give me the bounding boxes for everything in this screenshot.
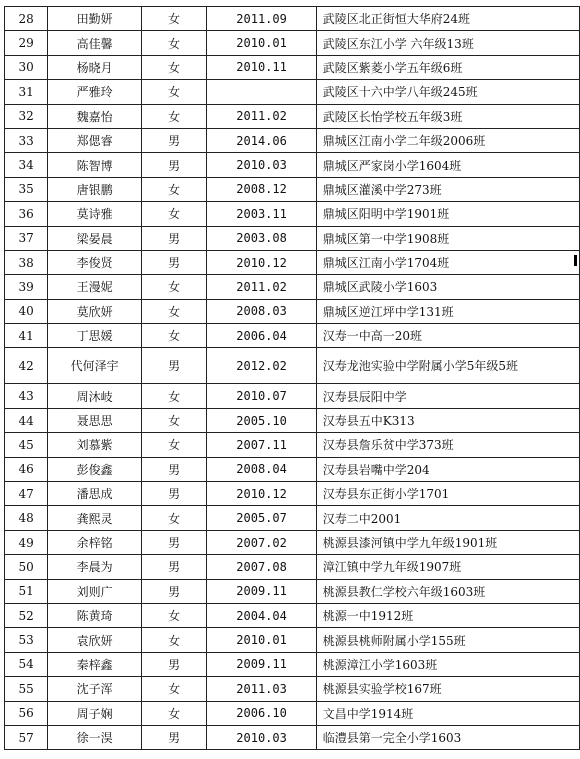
school-class-cell: 鼎城区灌溪中学273班 <box>316 177 579 201</box>
student-table-body <box>5 7 580 750</box>
table-row <box>5 226 580 250</box>
name-cell: 代何泽宇 <box>48 348 142 384</box>
gender-cell: 男 <box>141 652 206 676</box>
gender-cell: 女 <box>141 433 206 457</box>
row-number-cell: 34 <box>5 153 48 177</box>
name-cell: 高佳馨 <box>48 31 142 55</box>
school-class-cell: 临澧县第一完全小学1603 <box>316 725 579 749</box>
gender-cell: 女 <box>141 628 206 652</box>
row-number-cell: 31 <box>5 80 48 104</box>
table-row <box>5 275 580 299</box>
gender-cell: 女 <box>141 31 206 55</box>
birth-date-cell: 2003.08 <box>207 226 316 250</box>
school-class-cell: 文昌中学1914班 <box>316 701 579 725</box>
name-cell: 周子娴 <box>48 701 142 725</box>
birth-date-cell: 2008.12 <box>207 177 316 201</box>
birth-date-cell: 2005.07 <box>207 506 316 530</box>
row-number-cell: 55 <box>5 677 48 701</box>
name-cell: 王漫妮 <box>48 275 142 299</box>
gender-cell: 男 <box>141 555 206 579</box>
school-class-cell: 桃源县漆河镇中学九年级1901班 <box>316 530 579 554</box>
table-row <box>5 506 580 530</box>
name-cell: 徐一淏 <box>48 725 142 749</box>
name-cell: 陈黄琦 <box>48 603 142 627</box>
school-class-cell: 武陵区紫菱小学五年级6班 <box>316 55 579 79</box>
school-class-cell: 鼎城区严家岗小学1604班 <box>316 153 579 177</box>
table-row <box>5 153 580 177</box>
name-cell: 魏嘉怡 <box>48 104 142 128</box>
row-number-cell: 47 <box>5 482 48 506</box>
school-class-cell: 武陵区十六中学八年级245班 <box>316 80 579 104</box>
birth-date-cell: 2011.02 <box>207 104 316 128</box>
row-number-cell: 38 <box>5 250 48 274</box>
school-class-cell: 武陵区北正街恒大华府24班 <box>316 7 579 31</box>
name-cell: 田勤妍 <box>48 7 142 31</box>
name-cell: 刘慕紫 <box>48 433 142 457</box>
school-class-cell: 桃源一中1912班 <box>316 603 579 627</box>
name-cell: 丁思媛 <box>48 324 142 348</box>
row-number-cell: 29 <box>5 31 48 55</box>
school-class-cell: 桃源县桃师附属小学155班 <box>316 628 579 652</box>
school-class-cell: 汉寿龙池实验中学附属小学5年级5班 <box>316 348 579 384</box>
birth-date-cell: 2006.10 <box>207 701 316 725</box>
table-row <box>5 299 580 323</box>
row-number-cell: 41 <box>5 324 48 348</box>
birth-date-cell: 2007.08 <box>207 555 316 579</box>
table-row <box>5 348 580 384</box>
row-number-cell: 43 <box>5 384 48 408</box>
table-row <box>5 725 580 749</box>
table-row <box>5 579 580 603</box>
birth-date-cell: 2008.03 <box>207 299 316 323</box>
name-cell: 沈子浑 <box>48 677 142 701</box>
birth-date-cell: 2010.03 <box>207 153 316 177</box>
table-row <box>5 177 580 201</box>
table-row <box>5 202 580 226</box>
table-row <box>5 55 580 79</box>
gender-cell: 男 <box>141 725 206 749</box>
birth-date-cell: 2010.12 <box>207 250 316 274</box>
name-cell: 莫欣妍 <box>48 299 142 323</box>
student-table <box>4 6 580 750</box>
gender-cell: 女 <box>141 177 206 201</box>
name-cell: 潘思成 <box>48 482 142 506</box>
gender-cell: 女 <box>141 384 206 408</box>
gender-cell: 男 <box>141 530 206 554</box>
row-number-cell: 35 <box>5 177 48 201</box>
name-cell: 刘则广 <box>48 579 142 603</box>
table-row <box>5 7 580 31</box>
gender-cell: 女 <box>141 275 206 299</box>
school-class-cell: 鼎城区逆江坪中学131班 <box>316 299 579 323</box>
school-class-cell: 汉寿二中2001 <box>316 506 579 530</box>
gender-cell: 男 <box>141 153 206 177</box>
table-row <box>5 433 580 457</box>
school-class-cell: 汉寿一中高一20班 <box>316 324 579 348</box>
table-row <box>5 555 580 579</box>
row-number-cell: 39 <box>5 275 48 299</box>
row-number-cell: 50 <box>5 555 48 579</box>
school-class-cell: 汉寿县五中K313 <box>316 408 579 432</box>
school-class-cell: 漳江镇中学九年级1907班 <box>316 555 579 579</box>
name-cell: 龚熙灵 <box>48 506 142 530</box>
row-number-cell: 54 <box>5 652 48 676</box>
row-number-cell: 36 <box>5 202 48 226</box>
row-number-cell: 30 <box>5 55 48 79</box>
cell-cursor-marker <box>574 255 577 266</box>
table-row <box>5 603 580 627</box>
birth-date-cell: 2012.02 <box>207 348 316 384</box>
name-cell: 陈智博 <box>48 153 142 177</box>
school-class-cell: 鼎城区江南小学二年级2006班 <box>316 128 579 152</box>
row-number-cell: 57 <box>5 725 48 749</box>
table-row <box>5 104 580 128</box>
school-class-cell: 鼎城区武陵小学1603 <box>316 275 579 299</box>
name-cell: 秦梓鑫 <box>48 652 142 676</box>
table-row <box>5 250 580 274</box>
name-cell: 郑偲睿 <box>48 128 142 152</box>
table-row <box>5 80 580 104</box>
table-row <box>5 384 580 408</box>
birth-date-cell: 2009.11 <box>207 652 316 676</box>
birth-date-cell: 2011.09 <box>207 7 316 31</box>
birth-date-cell: 2010.03 <box>207 725 316 749</box>
table-row <box>5 482 580 506</box>
birth-date-cell: 2009.11 <box>207 579 316 603</box>
name-cell: 梁晏晨 <box>48 226 142 250</box>
table-row <box>5 408 580 432</box>
gender-cell: 女 <box>141 408 206 432</box>
table-row <box>5 628 580 652</box>
gender-cell: 男 <box>141 579 206 603</box>
school-class-cell: 鼎城区第一中学1908班 <box>316 226 579 250</box>
gender-cell: 女 <box>141 104 206 128</box>
school-class-cell: 鼎城区阳明中学1901班 <box>316 202 579 226</box>
name-cell: 周沐岐 <box>48 384 142 408</box>
gender-cell: 女 <box>141 7 206 31</box>
birth-date-cell: 2010.01 <box>207 31 316 55</box>
name-cell: 李晨为 <box>48 555 142 579</box>
table-row <box>5 701 580 725</box>
birth-date-cell: 2006.04 <box>207 324 316 348</box>
school-class-cell: 汉寿县詹乐贫中学373班 <box>316 433 579 457</box>
school-class-cell: 鼎城区江南小学1704班 <box>316 250 579 274</box>
name-cell: 袁欣妍 <box>48 628 142 652</box>
birth-date-cell: 2011.02 <box>207 275 316 299</box>
school-class-cell: 汉寿县岩嘴中学204 <box>316 457 579 481</box>
row-number-cell: 32 <box>5 104 48 128</box>
gender-cell: 女 <box>141 603 206 627</box>
gender-cell: 男 <box>141 482 206 506</box>
name-cell: 莫诗雅 <box>48 202 142 226</box>
gender-cell: 女 <box>141 299 206 323</box>
school-class-cell: 桃源县实验学校167班 <box>316 677 579 701</box>
table-row <box>5 652 580 676</box>
gender-cell: 女 <box>141 701 206 725</box>
row-number-cell: 45 <box>5 433 48 457</box>
birth-date-cell: 2010.01 <box>207 628 316 652</box>
row-number-cell: 46 <box>5 457 48 481</box>
gender-cell: 男 <box>141 128 206 152</box>
school-class-cell: 桃源县教仁学校六年级1603班 <box>316 579 579 603</box>
school-class-cell: 武陵区东江小学 六年级13班 <box>316 31 579 55</box>
name-cell: 余梓铭 <box>48 530 142 554</box>
gender-cell: 女 <box>141 677 206 701</box>
birth-date-cell: 2014.06 <box>207 128 316 152</box>
school-class-cell: 汉寿县辰阳中学 <box>316 384 579 408</box>
gender-cell: 男 <box>141 457 206 481</box>
gender-cell: 男 <box>141 250 206 274</box>
row-number-cell: 44 <box>5 408 48 432</box>
table-row <box>5 31 580 55</box>
name-cell: 李俊贤 <box>48 250 142 274</box>
name-cell: 唐银鹏 <box>48 177 142 201</box>
birth-date-cell: 2008.04 <box>207 457 316 481</box>
birth-date-cell <box>207 80 316 104</box>
name-cell: 彭俊鑫 <box>48 457 142 481</box>
gender-cell: 女 <box>141 324 206 348</box>
gender-cell: 女 <box>141 506 206 530</box>
gender-cell: 男 <box>141 226 206 250</box>
gender-cell: 女 <box>141 55 206 79</box>
birth-date-cell: 2010.12 <box>207 482 316 506</box>
gender-cell: 女 <box>141 202 206 226</box>
birth-date-cell: 2007.02 <box>207 530 316 554</box>
gender-cell: 女 <box>141 80 206 104</box>
birth-date-cell: 2007.11 <box>207 433 316 457</box>
row-number-cell: 56 <box>5 701 48 725</box>
row-number-cell: 52 <box>5 603 48 627</box>
birth-date-cell: 2004.04 <box>207 603 316 627</box>
birth-date-cell: 2005.10 <box>207 408 316 432</box>
school-class-cell: 桃源漳江小学1603班 <box>316 652 579 676</box>
table-row <box>5 530 580 554</box>
table-row <box>5 677 580 701</box>
school-class-cell: 武陵区长怡学校五年级3班 <box>316 104 579 128</box>
row-number-cell: 48 <box>5 506 48 530</box>
table-row <box>5 457 580 481</box>
row-number-cell: 53 <box>5 628 48 652</box>
row-number-cell: 49 <box>5 530 48 554</box>
row-number-cell: 40 <box>5 299 48 323</box>
school-class-cell: 汉寿县东正街小学1701 <box>316 482 579 506</box>
birth-date-cell: 2010.11 <box>207 55 316 79</box>
row-number-cell: 37 <box>5 226 48 250</box>
birth-date-cell: 2011.03 <box>207 677 316 701</box>
gender-cell: 男 <box>141 348 206 384</box>
row-number-cell: 42 <box>5 348 48 384</box>
name-cell: 聂思思 <box>48 408 142 432</box>
table-row <box>5 128 580 152</box>
name-cell: 严雅玲 <box>48 80 142 104</box>
row-number-cell: 33 <box>5 128 48 152</box>
name-cell: 杨晓月 <box>48 55 142 79</box>
row-number-cell: 28 <box>5 7 48 31</box>
table-row <box>5 324 580 348</box>
birth-date-cell: 2003.11 <box>207 202 316 226</box>
birth-date-cell: 2010.07 <box>207 384 316 408</box>
row-number-cell: 51 <box>5 579 48 603</box>
